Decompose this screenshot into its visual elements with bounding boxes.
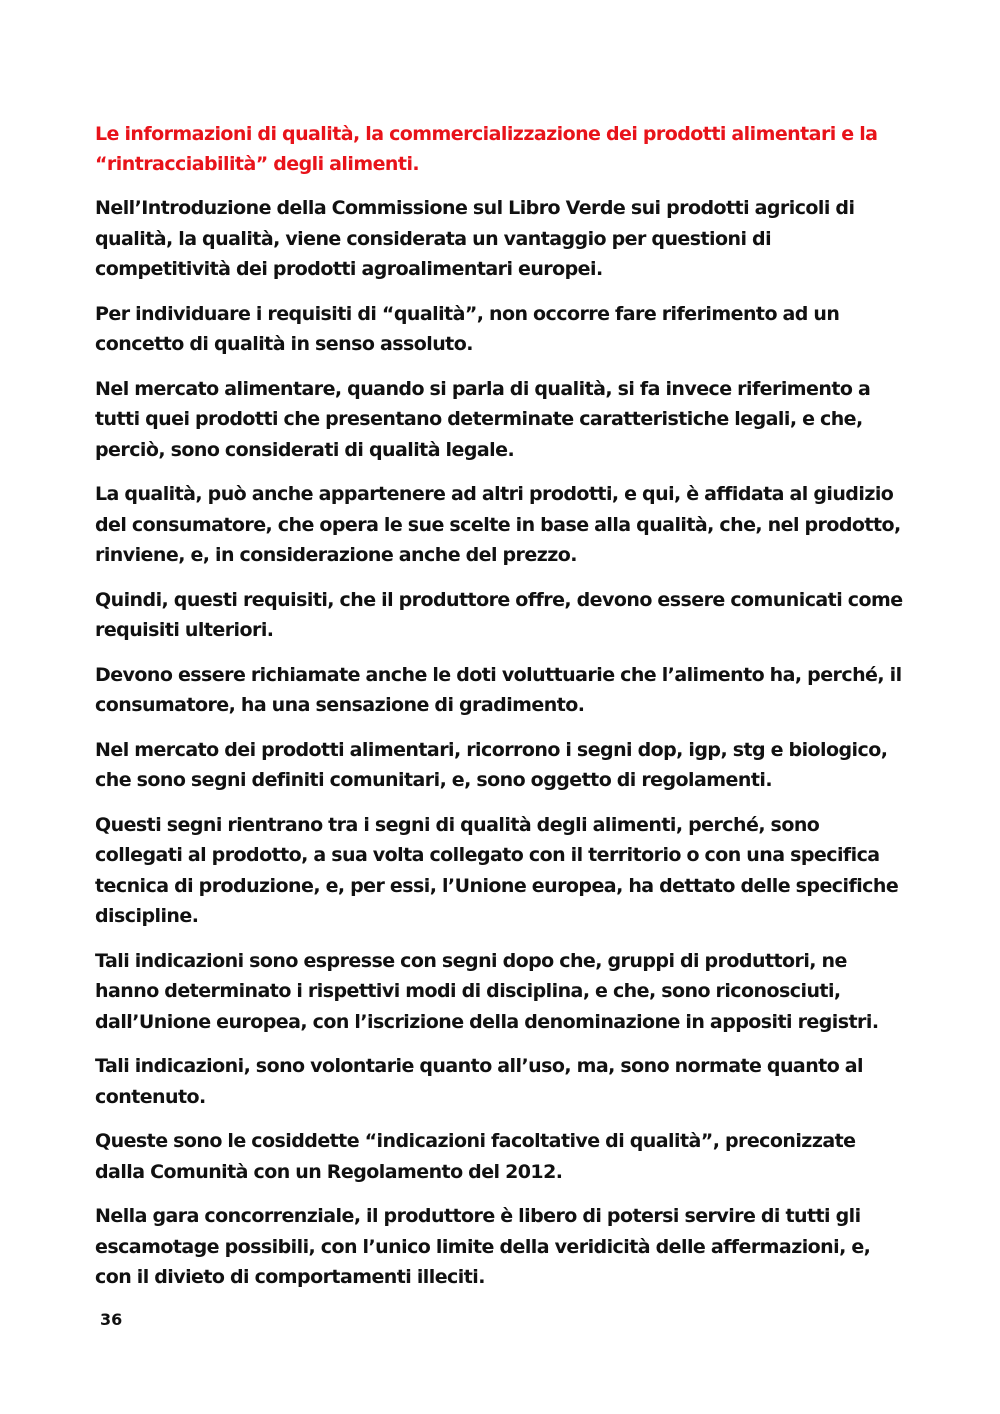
paragraph-1: Nell’Introduzione della Commissione sul Libro Verde sui prodotti agricoli di qualità, la qualità, viene considerata un vantaggio per questioni di competitività dei prodotti agroalimentari europei.: [95, 197, 855, 280]
paragraph-5: Quindi, questi requisiti, che il produttore offre, devono essere comunicati come requisiti ulteriori.: [95, 588, 903, 641]
paragraph-9: Tali indicazioni sono espresse con segni dopo che, gruppi di produttori, ne hanno determinato i rispettivi modi di disciplina, e che, sono riconosciuti, dall’Unione europea, con l’iscrizione della denominazione in appositi registri.: [95, 949, 879, 1033]
paragraph-10: Tali indicazioni, sono volontarie quanto all’uso, ma, sono normate quanto al contenuto.: [95, 1055, 864, 1108]
paragraph-12: Nella gara concorrenziale, il produttore è libero di potersi servire di tutti gli escamotage possibili, con l’unico limite della veridicità delle affermazioni, e, con il divieto di comportamenti illeciti.: [95, 1205, 871, 1288]
page-content: [95, 119, 910, 1307]
paragraph-6: Devono essere richiamate anche le doti voluttuarie che l’alimento ha, perché, il consumatore, ha una sensazione di gradimento.: [95, 663, 902, 716]
paragraph-2: Per individuare i requisiti di “qualità”, non occorre fare riferimento ad un concetto di qualità in senso assoluto.: [95, 302, 840, 355]
paragraph-7: Nel mercato dei prodotti alimentari, ricorrono i segni dop, igp, stg e biologico, che sono segni definiti comunitari, e, sono oggetto di regolamenti.: [95, 738, 888, 791]
paragraph-3: Nel mercato alimentare, quando si parla di qualità, si fa invece riferimento a tutti quei prodotti che presentano determinate caratteristiche legali, e che, perciò, sono considerati di qualità legale.: [95, 377, 871, 461]
paragraph-11: Queste sono le cosiddette “indicazioni facoltative di qualità”, preconizzate dalla Comunità con un Regolamento del 2012.: [95, 1130, 856, 1183]
paragraph-8: Questi segni rientrano tra i segni di qualità degli alimenti, perché, sono collegati al prodotto, a sua volta collegato con il territorio o con una specifica tecnica di produzione, e, per essi, l’Unione europea, ha dettato delle specifiche discipline.: [95, 813, 899, 927]
section-title: Le informazioni di qualità, la commercializzazione dei prodotti alimentari e la “rintracciabilità” degli alimenti.: [95, 123, 878, 175]
page-number: 36: [100, 1310, 123, 1329]
paragraph-4: La qualità, può anche appartenere ad altri prodotti, e qui, è affidata al giudizio del consumatore, che opera le sue scelte in base alla qualità, che, nel prodotto, rinviene, e, in considerazione anche del prezzo.: [95, 483, 901, 566]
